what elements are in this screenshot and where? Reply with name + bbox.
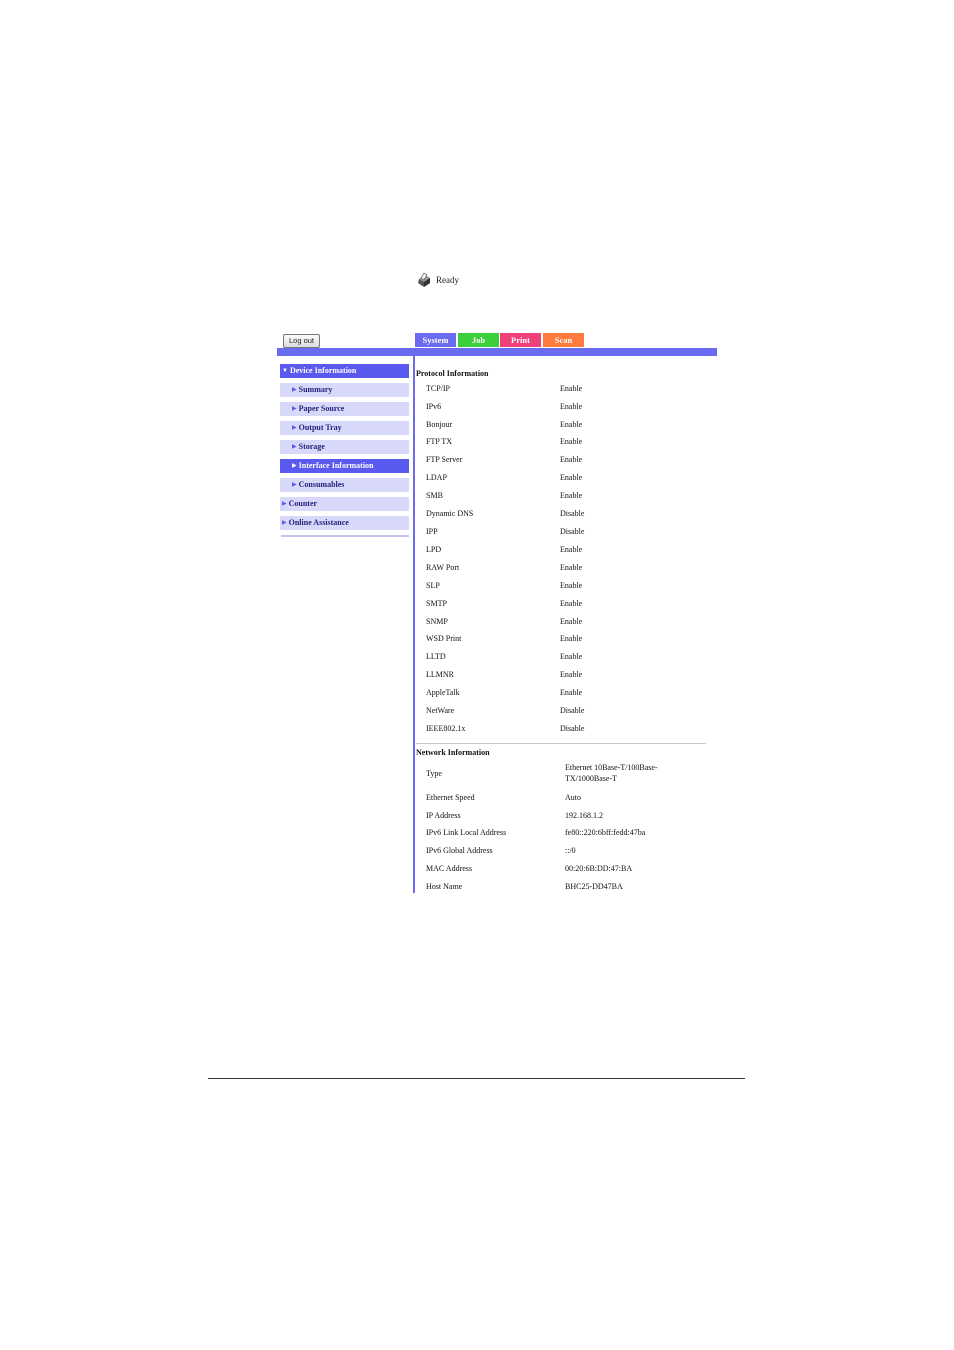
triangle-right-icon: ▶	[292, 463, 297, 469]
protocol-value: Disable	[560, 509, 585, 518]
network-name: IPv6 Global Address	[426, 846, 493, 855]
protocol-name: AppleTalk	[426, 688, 460, 697]
protocol-value: Disable	[560, 527, 585, 536]
triangle-right-icon: ▶	[292, 482, 297, 488]
protocol-name: IPv6	[426, 402, 442, 411]
network-value: Ethernet 10Base-T/100Base-	[565, 763, 658, 772]
protocol-name: SMB	[426, 491, 443, 500]
sidebar-item-label: Output Tray	[298, 423, 342, 432]
protocol-name: RAW Port	[426, 563, 460, 572]
tab-job[interactable]: Job	[458, 333, 499, 347]
tab-print[interactable]: Print	[500, 333, 541, 347]
sidebar-item-interface-information[interactable]	[280, 459, 409, 473]
sidebar-item-counter[interactable]	[280, 497, 409, 511]
protocol-value: Enable	[560, 652, 583, 661]
network-name: Ethernet Speed	[426, 793, 475, 802]
protocol-value: Enable	[560, 402, 583, 411]
protocol-name: FTP Server	[426, 455, 463, 464]
network-value: ::/0	[565, 846, 576, 855]
protocol-value: Enable	[560, 634, 583, 643]
protocol-name: SLP	[426, 581, 440, 590]
network-name: Type	[426, 769, 442, 778]
sidebar-item-device-information[interactable]	[280, 364, 409, 378]
sidebar-item-label: Consumables	[298, 480, 345, 489]
protocol-value: Enable	[560, 545, 583, 554]
protocol-value: Enable	[560, 617, 583, 626]
protocol-value: Enable	[560, 599, 583, 608]
sidebar-item-storage[interactable]	[280, 440, 409, 454]
protocol-value: Enable	[560, 688, 583, 697]
sidebar-item-consumables[interactable]	[280, 478, 409, 492]
protocol-name: Bonjour	[426, 420, 453, 429]
sidebar-item-summary[interactable]	[280, 383, 409, 397]
protocol-value: Enable	[560, 384, 583, 393]
sidebar-border	[413, 356, 415, 893]
sidebar-divider-line	[281, 535, 409, 537]
status-area	[416, 271, 459, 289]
network-information-title: Network Information	[416, 748, 490, 757]
triangle-down-icon: ▼	[282, 368, 288, 374]
network-value: Auto	[565, 793, 581, 802]
protocol-value: Enable	[560, 473, 583, 482]
protocol-value: Disable	[560, 706, 585, 715]
network-name: IP Address	[426, 811, 461, 820]
sidebar-item-label: Paper Source	[298, 404, 345, 413]
triangle-right-icon: ▶	[292, 387, 297, 393]
protocol-value: Enable	[560, 437, 583, 446]
network-value-line2: TX/1000Base-T	[565, 774, 617, 783]
protocol-value: Enable	[560, 455, 583, 464]
printer-icon	[416, 272, 432, 288]
network-value: BHC25-DD47BA	[565, 882, 623, 891]
protocol-name: FTP TX	[426, 437, 453, 446]
sidebar-item-label: Storage	[298, 442, 325, 451]
network-value: fe80::220:6bff:fedd:47ba	[565, 828, 646, 837]
protocol-value: Enable	[560, 491, 583, 500]
protocol-name: WSD Print	[426, 634, 462, 643]
network-value: 192.168.1.2	[565, 811, 603, 820]
network-value: 00:20:6B:DD:47:BA	[565, 864, 633, 873]
section-divider	[416, 743, 706, 744]
protocol-name: NetWare	[426, 706, 455, 715]
triangle-right-icon: ▶	[282, 520, 287, 526]
logout-button[interactable]: Log out	[283, 334, 320, 348]
triangle-right-icon: ▶	[292, 444, 297, 450]
protocol-value: Enable	[560, 420, 583, 429]
triangle-right-icon: ▶	[282, 501, 287, 507]
tab-scan[interactable]: Scan	[543, 333, 584, 347]
protocol-name: SMTP	[426, 599, 447, 608]
sidebar-item-label: Counter	[288, 499, 318, 508]
triangle-right-icon: ▶	[292, 406, 297, 412]
protocol-value: Enable	[560, 563, 583, 572]
protocol-value: Enable	[560, 581, 583, 590]
status-text: Ready	[436, 275, 459, 285]
triangle-right-icon: ▶	[292, 425, 297, 431]
protocol-name: LDAP	[426, 473, 447, 482]
protocol-name: IPP	[426, 527, 438, 536]
sidebar-item-label: Device Information	[289, 366, 357, 375]
protocol-name: IEEE802.1x	[426, 724, 466, 733]
protocol-value: Disable	[560, 724, 585, 733]
network-name: IPv6 Link Local Address	[426, 828, 507, 837]
page-footer-rule	[208, 1078, 745, 1079]
protocol-value: Enable	[560, 670, 583, 679]
tab-system[interactable]: System	[415, 333, 456, 347]
sidebar-item-label: Summary	[298, 385, 333, 394]
network-name: Host Name	[426, 882, 463, 891]
sidebar-item-label: Online Assistance	[288, 518, 349, 527]
protocol-name: LLTD	[426, 652, 446, 661]
protocol-name: TCP/IP	[426, 384, 451, 393]
network-name: MAC Address	[426, 864, 473, 873]
protocol-name: Dynamic DNS	[426, 509, 474, 518]
sidebar-item-output-tray[interactable]	[280, 421, 409, 435]
header-bar	[277, 348, 717, 356]
protocol-information-title: Protocol Information	[416, 369, 489, 378]
protocol-name: LLMNR	[426, 670, 454, 679]
sidebar-item-online-assistance[interactable]	[280, 516, 409, 530]
sidebar-item-label: Interface Information	[298, 461, 374, 470]
protocol-name: SNMP	[426, 617, 448, 626]
sidebar-item-paper-source[interactable]	[280, 402, 409, 416]
protocol-name: LPD	[426, 545, 442, 554]
